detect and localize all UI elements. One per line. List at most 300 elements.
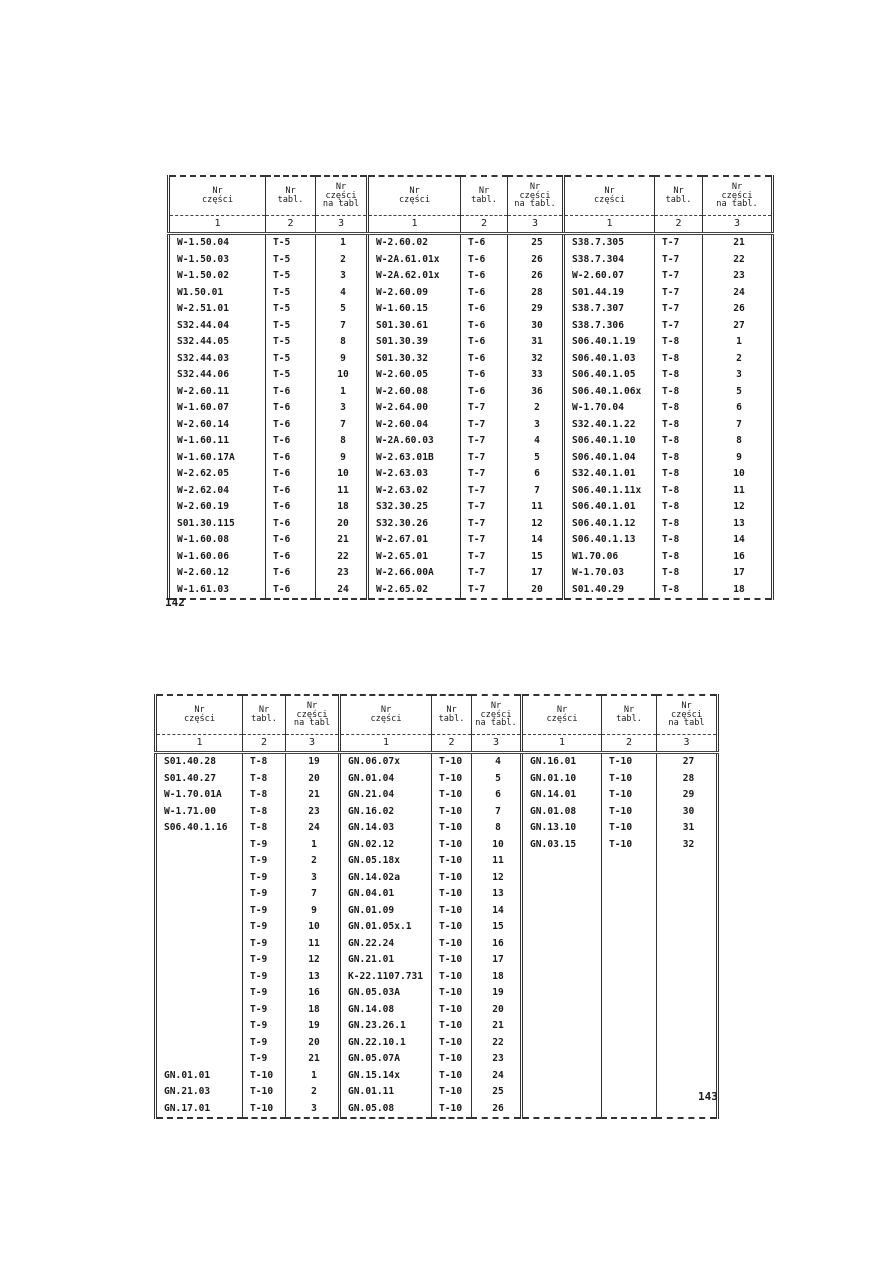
table-cell: GN.14.01 (522, 787, 602, 804)
table-cell (522, 1035, 602, 1052)
table-cell: T-10 (602, 753, 657, 771)
table-row (169, 433, 773, 450)
table-cell: GN.01.10 (522, 771, 602, 788)
column-number: 2 (243, 735, 286, 753)
table-cell: T-6 (266, 499, 316, 516)
table-cell: S32.44.03 (177, 352, 229, 364)
table-cell: W-2A.62.01x (368, 268, 461, 285)
table-cell: T-9 (243, 919, 286, 936)
table-cell: GN.06.07x (340, 753, 432, 771)
table-cell: 21 (286, 1051, 340, 1068)
table-cell: T-6 (461, 351, 508, 368)
table-cell: T-6 (461, 301, 508, 318)
table-row (156, 1051, 718, 1068)
table-cell: 24 (472, 1068, 522, 1085)
table-cell: T-8 (655, 549, 703, 566)
table-cell: W-2.63.03 (368, 466, 461, 483)
table-row (169, 268, 773, 285)
table-cell (657, 1002, 718, 1019)
table-cell: GN.15.14x (340, 1068, 432, 1085)
table-cell: T-7 (461, 400, 508, 417)
table-cell: S32.40.1.22 (564, 417, 655, 434)
table-cell: S32.44.06 (177, 369, 229, 380)
table-cell: W-2.66.00A (368, 565, 461, 582)
table-cell: S06.40.1.12 (564, 516, 655, 533)
table-cell: T-9 (243, 952, 286, 969)
column-number-row (169, 216, 773, 234)
column-number: 2 (461, 216, 508, 234)
table-cell: S06.40.1.16 (164, 822, 228, 833)
table-row (169, 450, 773, 467)
table-cell: T-7 (461, 516, 508, 533)
table-cell: T-9 (243, 1002, 286, 1019)
table-cell: GN.16.02 (340, 804, 432, 821)
column-header: Nr części (522, 695, 602, 735)
table-cell: T-10 (432, 820, 472, 837)
table-cell (657, 1068, 718, 1085)
table-cell: 6 (508, 466, 564, 483)
column-number: 1 (156, 735, 243, 753)
table-cell: T-10 (602, 771, 657, 788)
table-cell: T-8 (655, 483, 703, 500)
table-cell: 9 (316, 450, 368, 467)
table-cell (602, 1035, 657, 1052)
table-cell: T-10 (432, 837, 472, 854)
table-cell: 9 (316, 351, 368, 368)
table-cell: W1.50.01 (177, 286, 224, 298)
table-cell: W-2.60.11 (177, 385, 229, 397)
table-cell (156, 903, 243, 920)
table-cell: S06.40.1.06x (564, 384, 655, 401)
table-cell: W-2.60.05 (368, 367, 461, 384)
table-cell: T-10 (432, 787, 472, 804)
table-cell: 10 (316, 466, 368, 483)
table-cell: 5 (472, 771, 522, 788)
table-cell: GN.14.08 (340, 1002, 432, 1019)
table-cell: T-7 (461, 450, 508, 467)
table-cell: GN.01.08 (522, 804, 602, 821)
table-cell: T-6 (266, 483, 316, 500)
table-cell: 15 (508, 549, 564, 566)
table-row (169, 516, 773, 533)
table-cell: T-6 (266, 466, 316, 483)
table-cell: 5 (316, 301, 368, 318)
table-cell: 13 (286, 969, 340, 986)
table-row (156, 919, 718, 936)
table-cell: T-8 (655, 532, 703, 549)
table-cell: T-5 (266, 301, 316, 318)
table-row (169, 334, 773, 351)
table-row (156, 1101, 718, 1119)
table-cell: T-10 (432, 1051, 472, 1068)
table-cell: T-10 (432, 804, 472, 821)
table-cell: 31 (508, 334, 564, 351)
table-cell: W-1.60.08 (177, 534, 229, 545)
table-cell: W-2.60.08 (368, 384, 461, 401)
table-cell: S01.30.115 (177, 517, 235, 529)
column-header: Nr tabl. (266, 176, 316, 216)
table-row (169, 351, 773, 368)
table-cell: T-7 (655, 318, 703, 335)
table-cell: S06.40.1.11x (564, 483, 655, 500)
table-cell: 8 (316, 334, 368, 351)
table-cell: S06.40.1.10 (564, 433, 655, 450)
table-cell: GN.01.04 (340, 771, 432, 788)
table-cell: T-5 (266, 234, 316, 252)
table-cell: 16 (703, 549, 773, 566)
table-cell: 32 (657, 837, 718, 854)
table-cell (602, 919, 657, 936)
table-cell: 29 (657, 787, 718, 804)
table-cell: 36 (508, 384, 564, 401)
table-cell: 11 (286, 936, 340, 953)
table-cell: T-6 (461, 384, 508, 401)
table-cell: 32 (508, 351, 564, 368)
table-cell: S06.40.1.03 (564, 351, 655, 368)
table-cell: 3 (316, 268, 368, 285)
table-cell: T-6 (461, 367, 508, 384)
table-cell: T-10 (602, 820, 657, 837)
table-cell: T-10 (432, 771, 472, 788)
table-cell (602, 936, 657, 953)
column-header: Nr części (340, 695, 432, 735)
table-cell: GN.23.26.1 (340, 1018, 432, 1035)
table-cell: 1 (286, 1068, 340, 1085)
table-cell (657, 1051, 718, 1068)
column-number: 2 (655, 216, 703, 234)
table-cell: 4 (508, 433, 564, 450)
table-cell: W-2.60.19 (177, 501, 229, 512)
table-cell: 23 (286, 804, 340, 821)
table-cell (657, 886, 718, 903)
table-cell: T-6 (461, 334, 508, 351)
table-cell: W-1.71.00 (164, 805, 216, 817)
table-cell: T-10 (243, 1101, 286, 1119)
table-cell: T-6 (461, 285, 508, 302)
table-cell: GN.22.10.1 (340, 1035, 432, 1052)
table-cell: T-10 (432, 952, 472, 969)
table-row (156, 853, 718, 870)
table-cell: T-7 (655, 268, 703, 285)
table-row (156, 936, 718, 953)
table-cell: GN.21.01 (340, 952, 432, 969)
table-cell: T-10 (432, 1068, 472, 1085)
table-cell: T-10 (432, 853, 472, 870)
table-cell: T-7 (655, 252, 703, 269)
table-cell: S06.40.1.13 (564, 532, 655, 549)
table-cell (657, 1035, 718, 1052)
table-cell: W-2.67.01 (368, 532, 461, 549)
table-cell (522, 985, 602, 1002)
table-cell: 14 (703, 532, 773, 549)
table-cell: W-2.60.04 (368, 417, 461, 434)
table-cell: W-2.60.07 (564, 268, 655, 285)
table-cell: 5 (703, 384, 773, 401)
column-number: 1 (340, 735, 432, 753)
table-cell: W-2.65.02 (368, 582, 461, 600)
table-cell: S01.30.39 (368, 334, 461, 351)
table-cell: 13 (703, 516, 773, 533)
table-cell: T-5 (266, 367, 316, 384)
table-cell (156, 985, 243, 1002)
table-cell: 6 (703, 400, 773, 417)
table-cell (156, 1035, 243, 1052)
table-cell: GN.05.18x (340, 853, 432, 870)
table-row (156, 903, 718, 920)
table-cell (522, 952, 602, 969)
table-cell: 4 (472, 753, 522, 771)
table-cell: T-6 (266, 549, 316, 566)
table-cell: T-7 (461, 549, 508, 566)
table-row (169, 483, 773, 500)
table-cell: 11 (472, 853, 522, 870)
table-cell: 17 (508, 565, 564, 582)
table-cell: 27 (703, 318, 773, 335)
table-cell: T-8 (655, 516, 703, 533)
table-cell: GN.01.01 (164, 1069, 211, 1081)
table-cell: 1 (703, 334, 773, 351)
table-cell: 28 (508, 285, 564, 302)
table-cell: 2 (508, 400, 564, 417)
table-cell: T-5 (266, 318, 316, 335)
table-cell: T-8 (655, 565, 703, 582)
header-row (156, 695, 718, 735)
table-cell: T-8 (243, 753, 286, 771)
table-cell: W-1.70.04 (564, 400, 655, 417)
column-number: 2 (432, 735, 472, 753)
table-cell: 10 (472, 837, 522, 854)
table-row (156, 787, 718, 804)
column-header: Nr części (183, 705, 216, 724)
table-cell: T-8 (655, 433, 703, 450)
table-row (169, 367, 773, 384)
table-cell: GN.01.05x.1 (340, 919, 432, 936)
table-cell: T-9 (243, 985, 286, 1002)
table-cell: K-22.1107.731 (340, 969, 432, 986)
table-cell: T-6 (461, 318, 508, 335)
table-cell: T-9 (243, 853, 286, 870)
table-cell: T-6 (266, 400, 316, 417)
table-cell: T-8 (243, 804, 286, 821)
page-number-142: 142 (165, 596, 185, 609)
table-cell: S01.30.61 (368, 318, 461, 335)
table-cell: 16 (472, 936, 522, 953)
table-cell (156, 952, 243, 969)
table-cell: T-10 (432, 1084, 472, 1101)
table-cell (156, 919, 243, 936)
table-cell: W-1.60.17A (177, 451, 235, 463)
table-cell (657, 985, 718, 1002)
table-row (156, 804, 718, 821)
table-cell: 7 (508, 483, 564, 500)
table-cell: T-5 (266, 268, 316, 285)
table-cell (602, 969, 657, 986)
table-cell (156, 870, 243, 887)
table-cell: 20 (508, 582, 564, 600)
table-cell (657, 936, 718, 953)
table-cell: 23 (472, 1051, 522, 1068)
table-cell: 9 (286, 903, 340, 920)
table-cell (602, 870, 657, 887)
column-number: 3 (286, 735, 340, 753)
table-cell: T-10 (432, 753, 472, 771)
table-cell: T-7 (461, 565, 508, 582)
table-row (156, 870, 718, 887)
table-cell: T-6 (266, 582, 316, 600)
table-cell (156, 1002, 243, 1019)
table-row (169, 301, 773, 318)
table-row (156, 1084, 718, 1101)
table-cell (522, 1101, 602, 1119)
table-cell (156, 837, 243, 854)
table-cell: T-9 (243, 1035, 286, 1052)
table-cell: W-2.60.02 (368, 234, 461, 252)
table-cell: T-8 (655, 367, 703, 384)
table-cell (156, 936, 243, 953)
column-header: Nr tabl. (432, 695, 472, 735)
table-cell: W-2A.61.01x (368, 252, 461, 269)
table-cell: T-6 (266, 532, 316, 549)
table-cell: W-2.63.02 (368, 483, 461, 500)
table-cell (522, 1084, 602, 1101)
table-cell: 21 (703, 234, 773, 252)
table-cell: T-8 (655, 417, 703, 434)
table-cell (522, 969, 602, 986)
table-cell: 1 (316, 234, 368, 252)
column-header: Nr części na tabl. (703, 176, 773, 216)
table-cell: T-6 (266, 384, 316, 401)
table-cell: W-1.60.11 (177, 435, 229, 446)
table-cell (602, 985, 657, 1002)
table-cell (657, 870, 718, 887)
table-cell: T-8 (655, 499, 703, 516)
table-cell: T-5 (266, 351, 316, 368)
column-number-row (156, 735, 718, 753)
table-row (156, 1018, 718, 1035)
table-cell: T-9 (243, 837, 286, 854)
table-cell: 22 (316, 549, 368, 566)
table-cell (522, 1002, 602, 1019)
table-cell: T-8 (655, 400, 703, 417)
table-cell: GN.14.03 (340, 820, 432, 837)
table-cell: W-2.60.12 (177, 567, 229, 578)
table-cell: W-1.60.15 (368, 301, 461, 318)
table-cell: T-10 (243, 1084, 286, 1101)
table-cell: 24 (703, 285, 773, 302)
table-row (156, 1002, 718, 1019)
table-cell: GN.05.07A (340, 1051, 432, 1068)
table-cell: T-7 (461, 417, 508, 434)
table-cell: S32.40.1.01 (564, 466, 655, 483)
table-cell: T-8 (243, 787, 286, 804)
table-cell (156, 969, 243, 986)
table-cell: T-10 (432, 1002, 472, 1019)
table-cell: S01.40.27 (164, 772, 216, 784)
table-cell: 14 (472, 903, 522, 920)
table-cell (602, 1002, 657, 1019)
table-cell: W-1.61.03 (177, 583, 229, 595)
table-cell (657, 1018, 718, 1035)
table-cell: T-10 (432, 985, 472, 1002)
table-row (156, 771, 718, 788)
table-cell: 12 (703, 499, 773, 516)
table-cell: T-9 (243, 886, 286, 903)
bottom-table (154, 694, 716, 1119)
table-cell: T-7 (461, 499, 508, 516)
table-cell: W-1.60.06 (177, 550, 229, 562)
table-cell: GN.05.03A (340, 985, 432, 1002)
table-cell: 3 (703, 367, 773, 384)
table-row (156, 886, 718, 903)
table-cell: T-10 (243, 1068, 286, 1085)
table-cell (602, 952, 657, 969)
table-cell: T-10 (432, 936, 472, 953)
table-cell (602, 853, 657, 870)
table-cell: 12 (472, 870, 522, 887)
table-cell (602, 1068, 657, 1085)
table-cell (522, 870, 602, 887)
table-row (156, 820, 718, 837)
table-cell: 21 (472, 1018, 522, 1035)
table-cell: W-1.50.02 (177, 270, 229, 281)
table-cell: T-8 (655, 582, 703, 600)
table-cell: GN.01.11 (340, 1084, 432, 1101)
table-cell: T-6 (461, 234, 508, 252)
table-cell (522, 1051, 602, 1068)
column-header: Nr części na tabl. (508, 176, 564, 216)
table-cell: T-7 (461, 532, 508, 549)
table-row (169, 417, 773, 434)
table-row (169, 532, 773, 549)
table-cell: 23 (316, 565, 368, 582)
table-cell: S38.7.304 (564, 252, 655, 269)
table-cell: GN.21.04 (340, 787, 432, 804)
table-cell: 21 (286, 787, 340, 804)
column-number: 1 (169, 216, 266, 234)
table-cell: T-10 (432, 1035, 472, 1052)
table-cell (602, 903, 657, 920)
table-row (169, 400, 773, 417)
table-cell: T-9 (243, 936, 286, 953)
table-cell (156, 1018, 243, 1035)
table-cell: 2 (286, 853, 340, 870)
table-cell: 33 (508, 367, 564, 384)
table-row (169, 285, 773, 302)
table-cell: 29 (508, 301, 564, 318)
table-cell: S01.40.28 (164, 756, 216, 767)
table-cell: 14 (508, 532, 564, 549)
table-cell: 12 (286, 952, 340, 969)
table-cell: 25 (472, 1084, 522, 1101)
table-cell: S01.40.29 (564, 582, 655, 600)
table-cell: 20 (286, 1035, 340, 1052)
table-row (156, 985, 718, 1002)
column-header: Nr części na tabl (316, 176, 368, 216)
column-number: 3 (316, 216, 368, 234)
table-cell: T-6 (266, 433, 316, 450)
table-cell: 11 (703, 483, 773, 500)
table-cell: 3 (508, 417, 564, 434)
table-cell: 9 (703, 450, 773, 467)
table-cell: T-8 (655, 384, 703, 401)
header-row (169, 176, 773, 216)
table-row (169, 582, 773, 600)
table-cell: GN.03.15 (522, 837, 602, 854)
table-cell: S06.40.1.19 (564, 334, 655, 351)
table-cell: T-10 (432, 903, 472, 920)
table-cell (657, 1101, 718, 1119)
table-cell: 26 (703, 301, 773, 318)
